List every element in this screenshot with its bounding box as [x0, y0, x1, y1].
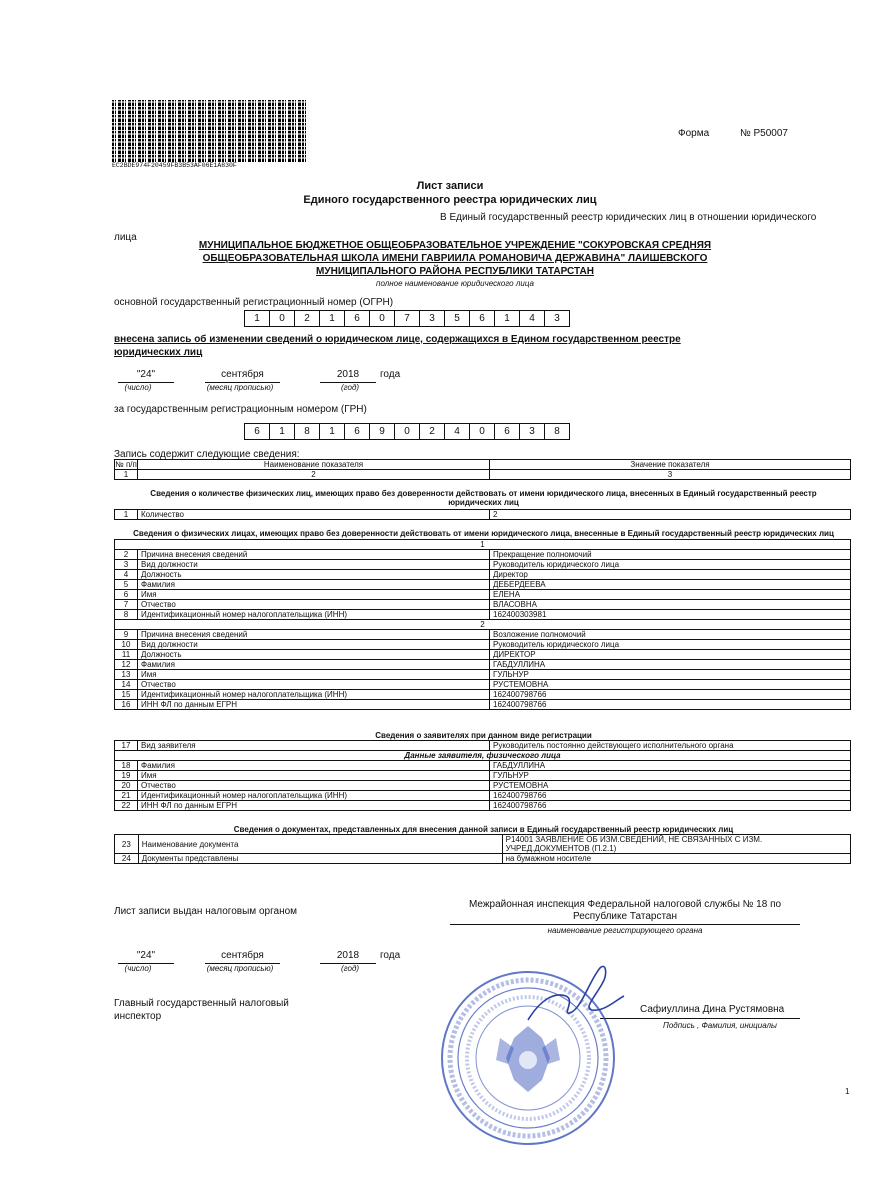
ogrn-digit: 1	[244, 310, 270, 327]
row-value: Руководитель постоянно действующего исполнительного органа	[490, 741, 851, 751]
row-value: РУСТЕМОВНА	[490, 680, 851, 690]
intro-line2: лица	[114, 232, 137, 243]
row-value: ГАБДУЛЛИНА	[490, 761, 851, 771]
issued-label: Лист записи выдан налоговым органом	[114, 906, 298, 917]
row-value: ГАБДУЛЛИНА	[490, 660, 851, 670]
ogrn-label: основной государственный регистрационный номер (ОГРН)	[114, 297, 394, 308]
grn-digit: 0	[469, 423, 495, 440]
ogrn-digit: 6	[344, 310, 370, 327]
authority-line2: Республике Татарстан	[573, 911, 677, 922]
org-name-line3: МУНИЦИПАЛЬНОГО РАЙОНА РЕСПУБЛИКИ ТАТАРСТАН	[316, 266, 594, 277]
table-row	[115, 781, 851, 791]
row-value: Руководитель юридического лица	[490, 560, 851, 570]
row-number: 13	[115, 670, 138, 680]
grn-digit: 6	[494, 423, 520, 440]
grn-digit: 8	[294, 423, 320, 440]
signature	[520, 960, 630, 1030]
inspector-position-line1: Главный государственный налоговый	[114, 998, 289, 1009]
table-row	[115, 590, 851, 600]
group-header: 1	[115, 540, 851, 550]
table-row	[115, 690, 851, 700]
row-number: 20	[115, 781, 138, 791]
row-label: Вид должности	[138, 640, 490, 650]
authority-line1: Межрайонная инспекция Федеральной налоговой службы № 18 по	[468, 899, 782, 910]
table-intro: Запись содержит следующие сведения:	[114, 449, 300, 460]
group-header: 2	[115, 620, 851, 630]
table-row	[115, 801, 851, 811]
row-number: 7	[115, 600, 138, 610]
row-value: 162400798766	[490, 801, 851, 811]
row-value: 162400798766	[490, 700, 851, 710]
table-row	[115, 680, 851, 690]
row-number: 10	[115, 640, 138, 650]
row-number: 22	[115, 801, 138, 811]
table-row	[115, 610, 851, 620]
section1-table	[114, 509, 851, 520]
row-number: 11	[115, 650, 138, 660]
row-value: РУСТЕМОВНА	[490, 781, 851, 791]
row-label: Имя	[138, 590, 490, 600]
grn-digit: 8	[544, 423, 570, 440]
row-value: ГУЛЬНУР	[490, 670, 851, 680]
entry-line1: внесена запись об изменении сведений о юридическом лице, содержащихся в Едином государственном реестре	[114, 334, 681, 345]
ogrn-digit: 0	[369, 310, 395, 327]
row-number: 18	[115, 761, 138, 771]
grn-digit: 1	[319, 423, 345, 440]
ogrn-digit: 0	[269, 310, 295, 327]
row-value: ЕЛЕНА	[490, 590, 851, 600]
row-label: Наименование документа	[138, 835, 502, 854]
row-number: 15	[115, 690, 138, 700]
barcode-code: EC2BDE974F20459FB3B53AF06E1A830F	[112, 162, 237, 169]
table-row	[115, 854, 851, 864]
date1-cap-day: (число)	[124, 383, 152, 392]
table-row	[115, 761, 851, 771]
row-value: Директор	[490, 570, 851, 580]
title-line1: Лист записи	[416, 180, 484, 192]
row-number: 4	[115, 570, 138, 580]
table-row	[115, 835, 851, 854]
row-number: 8	[115, 610, 138, 620]
ogrn-digit: 4	[519, 310, 545, 327]
grn-digit: 4	[444, 423, 470, 440]
table-row	[115, 650, 851, 660]
row-label: Фамилия	[138, 761, 490, 771]
row-number: 17	[115, 741, 138, 751]
ogrn-digit: 5	[444, 310, 470, 327]
date2-cap-day: (число)	[124, 964, 152, 973]
ogrn-boxes	[245, 310, 570, 327]
org-caption: полное наименование юридического лица	[376, 279, 534, 288]
row-value: на бумажном носителе	[502, 854, 850, 864]
row-number: 24	[115, 854, 139, 864]
date1-cap-year: (год)	[340, 383, 360, 392]
table-row	[115, 560, 851, 570]
row-label: Идентификационный номер налогоплательщика (ИНН)	[138, 610, 490, 620]
grn-digit: 1	[269, 423, 295, 440]
table-row	[115, 640, 851, 650]
date1-month: сентября	[221, 369, 264, 380]
table-row	[115, 570, 851, 580]
header-table	[114, 459, 851, 480]
row-number: 1	[115, 510, 138, 520]
row-number: 5	[115, 580, 138, 590]
row-value: 162400798766	[490, 690, 851, 700]
row-number: 6	[115, 590, 138, 600]
ogrn-digit: 3	[544, 310, 570, 327]
inspector-position-line2: инспектор	[114, 1011, 162, 1022]
section3-subtitle: Данные заявителя, физического лица	[115, 751, 851, 761]
form-label: Форма	[678, 128, 710, 139]
form-number: № Р50007	[740, 128, 788, 139]
section3-title: Сведения о заявителях при данном виде регистрации	[375, 731, 592, 740]
row-value: 162400798766	[490, 791, 851, 801]
row-value: 2	[490, 510, 851, 520]
ogrn-digit: 2	[294, 310, 320, 327]
inspector-name: Сафиуллина Дина Рустямовна	[640, 1004, 785, 1015]
section3-table	[114, 740, 851, 811]
row-label: Вид должности	[138, 560, 490, 570]
row-label: Вид заявителя	[138, 741, 490, 751]
table-row	[115, 550, 851, 560]
row-label: Отчество	[138, 600, 490, 610]
row-value: Возложение полномочий	[490, 630, 851, 640]
date2-month: сентября	[221, 950, 264, 961]
ogrn-digit: 1	[319, 310, 345, 327]
row-label: Должность	[138, 570, 490, 580]
date2-day: "24"	[136, 950, 156, 961]
row-label: Должность	[138, 650, 490, 660]
row-label: Отчество	[138, 680, 490, 690]
row-label: Фамилия	[138, 580, 490, 590]
date1-year: 2018	[336, 369, 360, 380]
grn-digit: 9	[369, 423, 395, 440]
org-name-line2: ОБЩЕОБРАЗОВАТЕЛЬНАЯ ШКОЛА ИМЕНИ ГАВРИИЛА РОМАНОВИЧА ДЕРЖАВИНА" ЛАИШЕВСКОГО	[202, 253, 708, 264]
row-value: ДИРЕКТОР	[490, 650, 851, 660]
date2-year-suffix: года	[380, 950, 401, 961]
section2-title: Сведения о физических лицах, имеющих право без доверенности действовать от имени юридического лица, внесенные в Единый государственный реестр юридических лиц	[133, 529, 834, 538]
section2-table	[114, 539, 851, 710]
table-row	[115, 700, 851, 710]
row-number: 9	[115, 630, 138, 640]
row-label: ИНН ФЛ по данным ЕГРН	[138, 801, 490, 811]
col-index: 1	[115, 470, 138, 480]
date1-day: "24"	[136, 369, 156, 380]
grn-digit: 0	[394, 423, 420, 440]
table-row	[115, 580, 851, 590]
table-row	[115, 600, 851, 610]
ogrn-digit: 1	[494, 310, 520, 327]
table-row	[115, 741, 851, 751]
grn-digit: 6	[244, 423, 270, 440]
row-label: ИНН ФЛ по данным ЕГРН	[138, 700, 490, 710]
row-label: Причина внесения сведений	[138, 550, 490, 560]
grn-digit: 3	[519, 423, 545, 440]
row-value: ВЛАСОВНА	[490, 600, 851, 610]
col-name-header: Наименование показателя	[138, 460, 490, 470]
barcode-overlay	[112, 100, 307, 162]
date1-year-suffix: года	[380, 369, 401, 380]
org-name-line1: МУНИЦИПАЛЬНОЕ БЮДЖЕТНОЕ ОБЩЕОБРАЗОВАТЕЛЬНОЕ УЧРЕЖДЕНИЕ "СОКУРОВСКАЯ СРЕДНЯЯ	[198, 240, 712, 251]
grn-digit: 6	[344, 423, 370, 440]
intro-line1: В Единый государственный реестр юридических лиц в отношении юридического	[440, 212, 817, 223]
section4-table	[114, 834, 851, 864]
row-label: Идентификационный номер налогоплательщика (ИНН)	[138, 690, 490, 700]
row-label: Документы представлены	[138, 854, 502, 864]
grn-boxes	[245, 423, 570, 440]
table-row	[115, 791, 851, 801]
entry-line2: юридических лиц	[114, 347, 203, 358]
table-row	[115, 670, 851, 680]
row-value: ГУЛЬНУР	[490, 771, 851, 781]
date2-cap-month: (месяц прописью)	[206, 964, 274, 973]
row-label: Имя	[138, 771, 490, 781]
grn-label: за государственным регистрационным номером (ГРН)	[114, 404, 367, 415]
row-label: Фамилия	[138, 660, 490, 670]
row-number: 14	[115, 680, 138, 690]
col-index: 2	[138, 470, 490, 480]
row-number: 12	[115, 660, 138, 670]
row-value: Р14001 ЗАЯВЛЕНИЕ ОБ ИЗМ.СВЕДЕНИЙ, НЕ СВЯЗАННЫХ С ИЗМ. УЧРЕД.ДОКУМЕНТОВ (П.2.1)	[502, 835, 850, 854]
section1-title-line2: юридических лиц	[448, 498, 519, 507]
table-row	[115, 630, 851, 640]
col-number-header: № п/п	[115, 460, 137, 469]
col-index: 3	[490, 470, 851, 480]
row-value: Прекращение полномочий	[490, 550, 851, 560]
inspector-caption: Подпись , Фамилия, инициалы	[663, 1021, 777, 1030]
section4-title: Сведения о документах, представленных для внесения данной записи в Единый государственный реестр юридических лиц	[233, 825, 734, 834]
table-row	[115, 660, 851, 670]
row-number: 16	[115, 700, 138, 710]
section1-title-line1: Сведения о количестве физических лиц, имеющих право без доверенности действовать от имени юридического лица, внесенных в Единый государственный реестр	[150, 489, 817, 498]
row-label: Количество	[138, 510, 490, 520]
row-label: Имя	[138, 670, 490, 680]
row-label: Отчество	[138, 781, 490, 791]
row-value: ДЕБЕРДЕЕВА	[490, 580, 851, 590]
row-value: Руководитель юридического лица	[490, 640, 851, 650]
row-label: Причина внесения сведений	[138, 630, 490, 640]
row-number: 19	[115, 771, 138, 781]
date1-cap-month: (месяц прописью)	[206, 383, 274, 392]
row-value: 162400303981	[490, 610, 851, 620]
row-number: 23	[115, 835, 139, 854]
ogrn-digit: 6	[469, 310, 495, 327]
authority-caption: наименование регистрирующего органа	[547, 926, 703, 935]
date2-cap-year: (год)	[340, 964, 360, 973]
row-number: 2	[115, 550, 138, 560]
col-value-header: Значение показателя	[490, 460, 851, 470]
row-label: Идентификационный номер налогоплательщика (ИНН)	[138, 791, 490, 801]
title-line2: Единого государственного реестра юридических лиц	[303, 194, 597, 206]
table-row	[115, 771, 851, 781]
row-number: 21	[115, 791, 138, 801]
ogrn-digit: 3	[419, 310, 445, 327]
grn-digit: 2	[419, 423, 445, 440]
row-number: 3	[115, 560, 138, 570]
table-row	[115, 510, 851, 520]
date2-year: 2018	[336, 950, 360, 961]
page-number: 1	[845, 1087, 850, 1096]
ogrn-digit: 7	[394, 310, 420, 327]
